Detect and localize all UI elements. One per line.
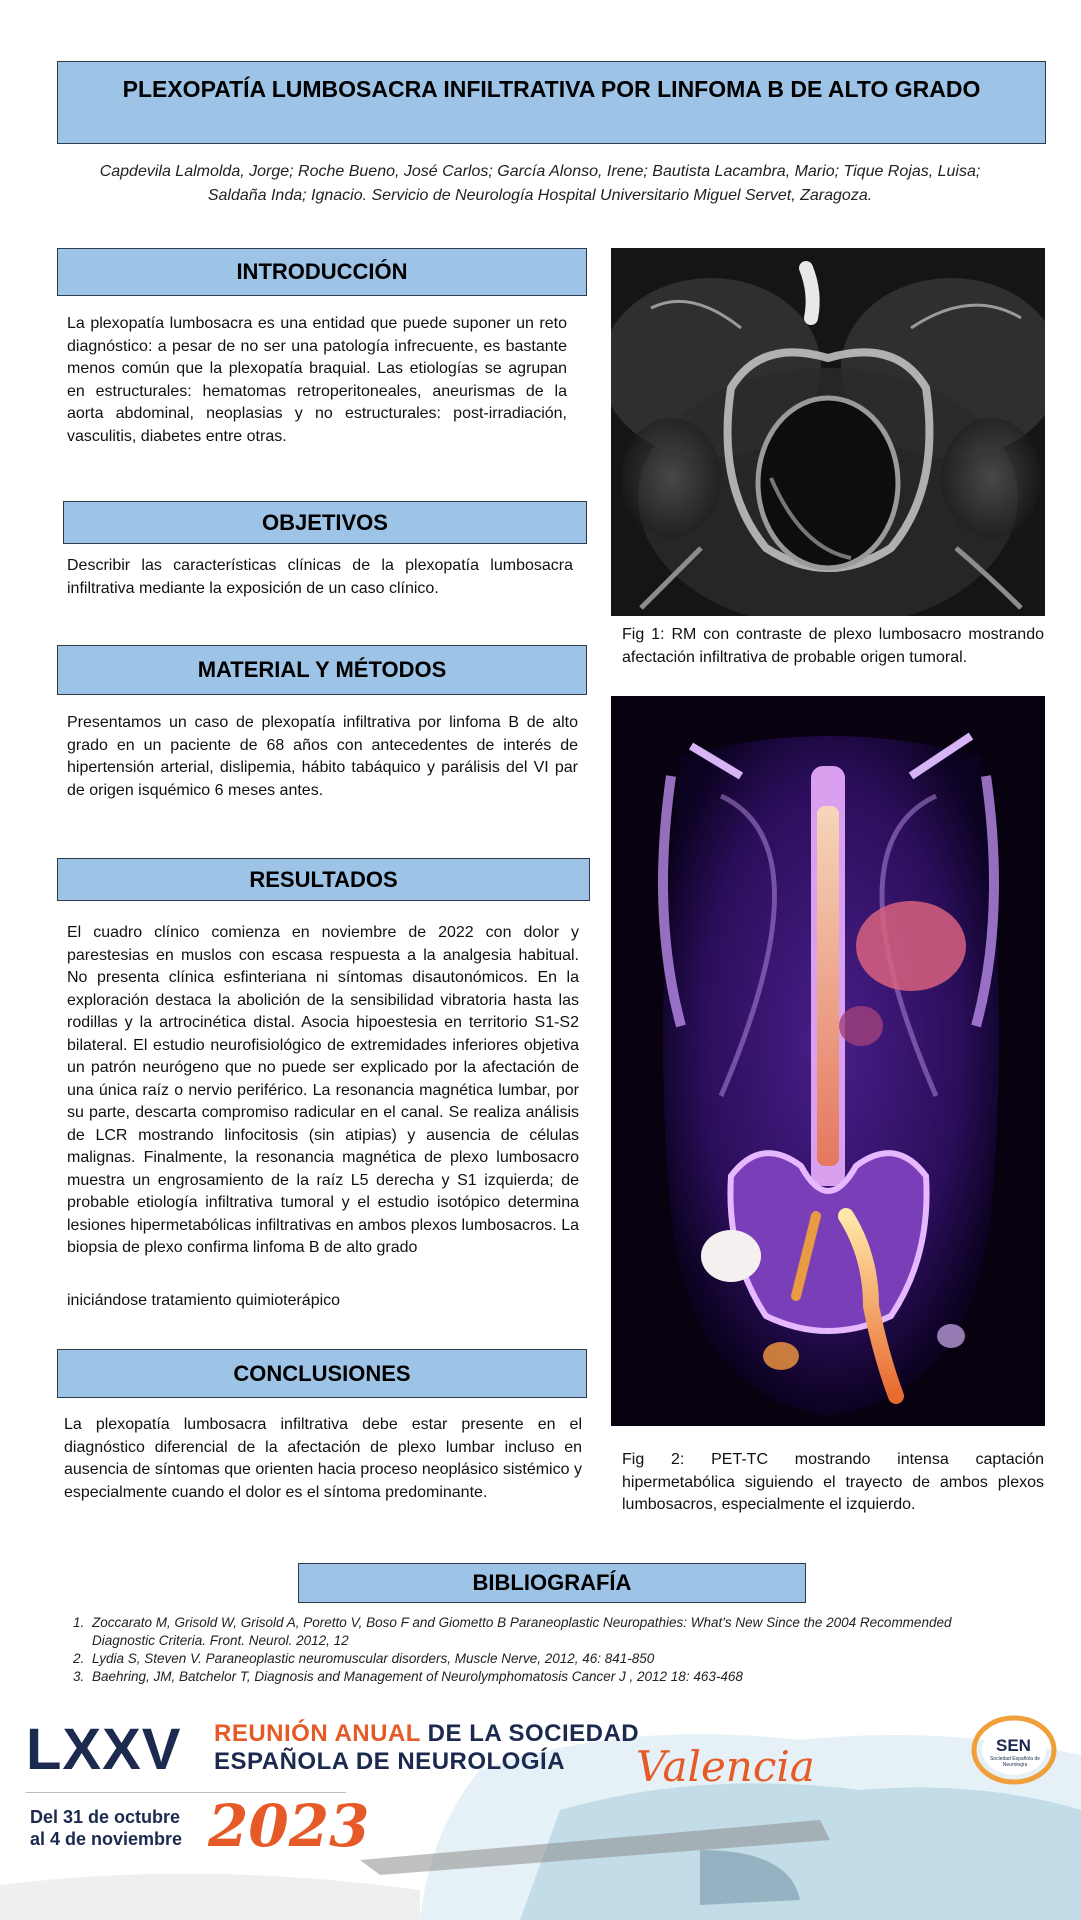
material-text: Presentamos un caso de plexopatía infiltrativa por linfoma B de alto grado en un paciente de 68 años con antecedentes de interés de hipertensión arterial, dislipemia, hábito tabáquico y parálisis del VI par de origen isquémico 6 meses antes.	[67, 714, 578, 799]
congress-title-line-2: ESPAÑOLA DE NEUROLOGÍA	[214, 1748, 566, 1775]
congress-title-navy: DE LA SOCIEDAD	[420, 1720, 640, 1747]
bibliography-item: 2. Lydia S, Steven V. Paraneoplastic neuromuscular disorders, Muscle Nerve, 2012, 46: 841-850	[88, 1650, 1004, 1668]
congress-dates-line-2: al 4 de noviembre	[30, 1829, 183, 1849]
resultados-text: El cuadro clínico comienza en noviembre de 2022 con dolor y parestesias en muslos con escasa respuesta a la analgesia habitual. No presenta clínica esfinteriana ni síntomas disautonómicos. En la exploración destaca la abolición de la sensibilidad vibratoria hasta las rodillas y la artrocinética distal. Asocia hipoestesia en territorio S1-S2 bilateral. El estudio neurofisiológico de extremidades inferiores objetiva un patrón neurógeno que no puede ser explicado por la afectación de una única raíz o nervio periférico. La resonancia magnética lumbar, por su parte, descarta compromiso radicular en el canal. Se realiza análisis de LCR mostrando linfocitosis (sin atipias) y ausencia de células malignas. Finalmente, la resonancia magnética de plexo lumbosacro muestra un engrosamiento de la raíz L5 derecha y S1 izquierda; de probable etiología infiltrativa tumoral y el estudio isotópico determina lesiones hipermetabólicas infiltrativas en ambos plexos lumbosacros. La biopsia de plexo confirma linfoma B de alto grado	[67, 924, 579, 1256]
congress-dates-line-1: Del 31 de octubre	[30, 1807, 181, 1827]
sen-logo-subtitle: Sociedad Española de Neurología	[989, 1756, 1041, 1768]
figure-1-caption: Fig 1: RM con contraste de plexo lumbosacro mostrando afectación infiltrativa de probable origen tumoral.	[622, 626, 1044, 666]
conclusiones-text: La plexopatía lumbosacra infiltrativa debe estar presente en el diagnóstico diferencial de la afectación de plexo lumbar incluso en ausencia de síntomas que orienten hacia proceso neoplásico sistémico y especialmente cuando el dolor es el síntoma predominante.	[64, 1416, 582, 1501]
section-header-conclusiones	[57, 1349, 587, 1398]
authors-block	[60, 160, 1020, 208]
figure-2-caption: Fig 2: PET-TC mostrando intensa captación hipermetabólica siguiendo el trayecto de ambos plexos lumbosacros, especialmente el izquierdo.	[622, 1451, 1044, 1513]
authors-line-2: Saldaña Inda; Ignacio. Servicio de Neurología Hospital Universitario Miguel Servet, Zaragoza.	[207, 187, 873, 204]
material-heading: MATERIAL Y MÉTODOS	[197, 657, 447, 682]
bibliography-item: 3. Baehring, JM, Batchelor T, Diagnosis and Management of Neurolymphomatosis Cancer J , 2012 18: 463-468	[88, 1668, 1004, 1686]
bibliography-item: 1. Zoccarato M, Grisold W, Grisold A, Poretto V, Boso F and Giometto B Paraneoplastic Neuropathies: What's New Since the 2004 Recommended Diagnostic Criteria. Front. Neurol. 2012, 12	[88, 1614, 1004, 1650]
pet-illustration	[611, 696, 1045, 1426]
resultados-heading: RESULTADOS	[249, 866, 398, 892]
conclusiones-heading: CONCLUSIONES	[233, 1360, 411, 1386]
congress-banner	[0, 1700, 1081, 1920]
title-box	[57, 61, 1046, 144]
introduccion-heading: INTRODUCCIÓN	[236, 259, 408, 284]
figure-2-pet-image	[611, 696, 1045, 1426]
bibliography-list	[64, 1614, 1004, 1686]
congress-year: 2023	[208, 1792, 370, 1860]
section-header-resultados	[57, 858, 590, 901]
poster-title: PLEXOPATÍA LUMBOSACRA INFILTRATIVA POR LINFOMA B DE ALTO GRADO	[122, 76, 981, 102]
section-header-bibliografia	[298, 1563, 806, 1603]
authors-line-1: Capdevila Lalmolda, Jorge; Roche Bueno, José Carlos; García Alonso, Irene; Bautista Lacambra, Mario; Tique Rojas, Luisa;	[99, 163, 981, 180]
introduccion-text: La plexopatía lumbosacra es una entidad que puede suponer un reto diagnóstico: a pesar de no ser una patología infrecuente, es bastante menos común que la plexopatía braquial. Las etiologías se agrupan en estructurales: hematomas retroperitoneales, aneurismas de la aorta abdominal, neoplasias y no estructurales: post-irradiación, vasculitis, diabetes entre otras.	[67, 315, 567, 445]
congress-title-orange: REUNIÓN ANUAL	[214, 1720, 421, 1747]
congress-city: Valencia	[636, 1742, 815, 1791]
congress-roman-number: LXXV	[26, 1717, 182, 1782]
mri-illustration	[611, 248, 1045, 616]
congress-title-line-1	[214, 1720, 639, 1748]
objetivos-text: Describir las características clínicas de la plexopatía lumbosacra infiltrativa mediante la exposición de un caso clínico.	[67, 557, 573, 597]
section-header-objetivos	[63, 501, 587, 544]
figure-1-mri-image	[611, 248, 1045, 616]
bibliografia-heading: BIBLIOGRAFÍA	[472, 1570, 632, 1595]
sen-logo-text: SEN	[996, 1736, 1031, 1755]
section-header-introduccion	[57, 248, 587, 296]
resultados-text-end: iniciándose tratamiento quimioterápico	[67, 1292, 341, 1309]
congress-dates	[30, 1806, 182, 1850]
objetivos-heading: OBJETIVOS	[262, 509, 388, 535]
section-header-material	[57, 645, 587, 695]
